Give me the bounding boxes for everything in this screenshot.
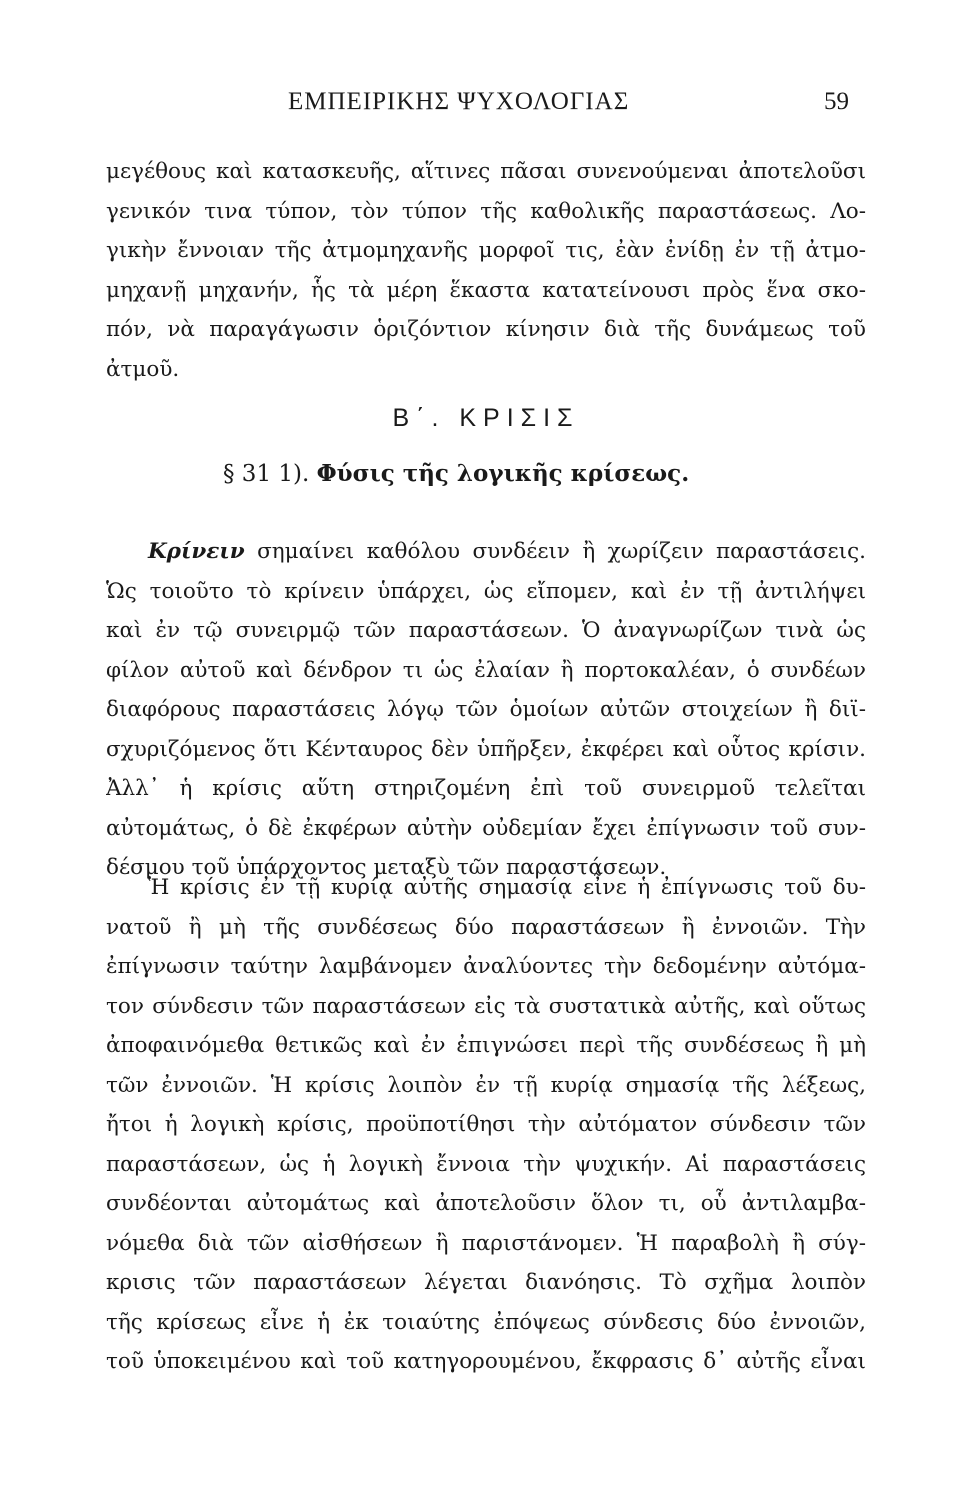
paragraph-judgment-definition — [106, 532, 866, 888]
text-line: ἐπίγνωσιν ταύτην λαμβάνομεν ἀναλύοντες τὴν δεδομένην αὐτόμα- — [106, 954, 866, 979]
intro-paragraph — [106, 152, 866, 389]
text-line: τῶν ἐννοιῶν. Ἡ κρίσις λοιπὸν ἐν τῇ κυρίᾳ σημασίᾳ τῆς λέξεως, — [106, 1072, 866, 1098]
text-line: συνδέονται αὐτομάτως καὶ ἀποτελοῦσιν ὅλον τι, οὗ ἀντιλαμβα- — [106, 1191, 866, 1216]
subsection-heading — [223, 460, 689, 487]
text-line: καὶ ἐν τῷ συνειρμῷ τῶν παραστάσεων. Ὁ ἀναγνωρίζων τινὰ ὡς — [106, 618, 866, 643]
text-line: γενικόν τινα τύπον, τὸν τύπον τῆς καθολικῆς παραστάσεως. Λο- — [106, 198, 866, 224]
lead-word: Κρίνειν — [148, 539, 245, 564]
text-line: νατοῦ ἢ μὴ τῆς συνδέσεως δύο παραστάσεων ἢ ἐννοιῶν. Τὴν — [106, 914, 866, 940]
first-line-rest: σημαίνει καθόλου συνδέειν ἢ χωρίζειν παραστάσεις. — [257, 539, 866, 564]
text-line: διαφόρους παραστάσεις λόγῳ τῶν ὁμοίων αὐτῶν στοιχείων ἢ διϊ- — [106, 697, 866, 722]
text-line: ἀτμοῦ. — [106, 356, 180, 382]
text-line: τῆς κρίσεως εἶνε ἡ ἐκ τοιαύτης ἐπόψεως σύνδεσις δύο ἐννοιῶν, — [106, 1309, 866, 1335]
subsection-title: Φύσις τῆς λογικῆς κρίσεως. — [316, 460, 690, 487]
running-title: ΕΜΠΕΙΡΙΚΗΣ ΨΥΧΟΛΟΓΙΑΣ — [288, 88, 630, 115]
text-line: αὐτομάτως, ὁ δὲ ἐκφέρων αὐτὴν οὐδεμίαν ἔχει ἐπίγνωσιν τοῦ συν- — [106, 815, 866, 841]
text-line: σχυριζόμενος ὅτι Κένταυρος δὲν ὑπῆρξεν, ἐκφέρει καὶ οὗτος κρίσιν. — [106, 736, 866, 762]
text-line: μηχανῇ μηχανήν, ἧς τὰ μέρη ἕκαστα κατατείνουσι πρὸς ἕνα σκο- — [106, 277, 866, 303]
text-line: Ἡ κρίσις ἐν τῇ κυρίᾳ αὐτῆς σημασίᾳ εἶνε ἡ ἐπίγνωσις τοῦ δυ- — [148, 875, 866, 900]
text-line: δέσμου τοῦ ὑπάρχοντος μεταξὺ τῶν παραστάσεων. — [106, 855, 667, 880]
text-line: τοῦ ὑποκειμένου καὶ τοῦ κατηγορουμένου, ἔκφρασις δ᾽ αὐτῆς εἶναι — [106, 1349, 866, 1374]
section-heading: Β΄. ΚΡΙΣΙΣ — [392, 404, 580, 432]
text-line: ἤτοι ἡ λογικὴ κρίσις, προϋποτίθησι τὴν αὐτόματον σύνδεσιν τῶν — [106, 1112, 866, 1137]
running-header — [0, 88, 972, 124]
text-line: φίλον αὐτοῦ καὶ δένδρον τι ὡς ἐλαίαν ἢ πορτοκαλέαν, ὁ συνδέων — [106, 657, 866, 683]
text-line: τον σύνδεσιν τῶν παραστάσεων εἰς τὰ συστατικὰ αὐτῆς, καὶ οὕτως — [106, 993, 866, 1019]
text-line: νόμεθα διὰ τῶν αἰσθήσεων ἢ παριστάνομεν. Ἡ παραβολὴ ἢ σύγ- — [106, 1230, 866, 1256]
text-line: πόν, νὰ παραγάγωσιν ὁριζόντιον κίνησιν διὰ τῆς δυνάμεως τοῦ — [106, 317, 866, 342]
text-line: παραστάσεων, ὡς ἡ λογικὴ ἔννοια τὴν ψυχικήν. Αἱ παραστάσεις — [106, 1151, 866, 1177]
text-line: ἀποφαινόμεθα θετικῶς καὶ ἐν ἐπιγνώσει περὶ τῆς συνδέσεως ἢ μὴ — [106, 1033, 866, 1058]
text-line: μεγέθους καὶ κατασκευῆς, αἵτινες πᾶσαι συνενούμεναι ἀποτελοῦσι — [106, 159, 866, 184]
paragraph-logical-judgment — [106, 868, 866, 1382]
text-line: κρισις τῶν παραστάσεων λέγεται διανόησις. Τὸ σχῆμα λοιπὸν — [106, 1270, 866, 1295]
text-line: Ὡς τοιοῦτο τὸ κρίνειν ὑπάρχει, ὡς εἴπομεν, καὶ ἐν τῇ ἀντιλήψει — [106, 578, 866, 604]
text-line — [106, 532, 866, 572]
page-number: 59 — [824, 88, 849, 115]
section-number: § 31 1). — [223, 461, 310, 487]
text-line: Ἀλλ᾽ ἡ κρίσις αὕτη στηριζομένη ἐπὶ τοῦ συνειρμοῦ τελεῖται — [106, 776, 866, 801]
text-line: γικὴν ἔννοιαν τῆς ἀτμομηχανῆς μορφοῖ τις, ἐὰν ἐνίδῃ ἐν τῇ ἀτμο- — [106, 238, 866, 263]
